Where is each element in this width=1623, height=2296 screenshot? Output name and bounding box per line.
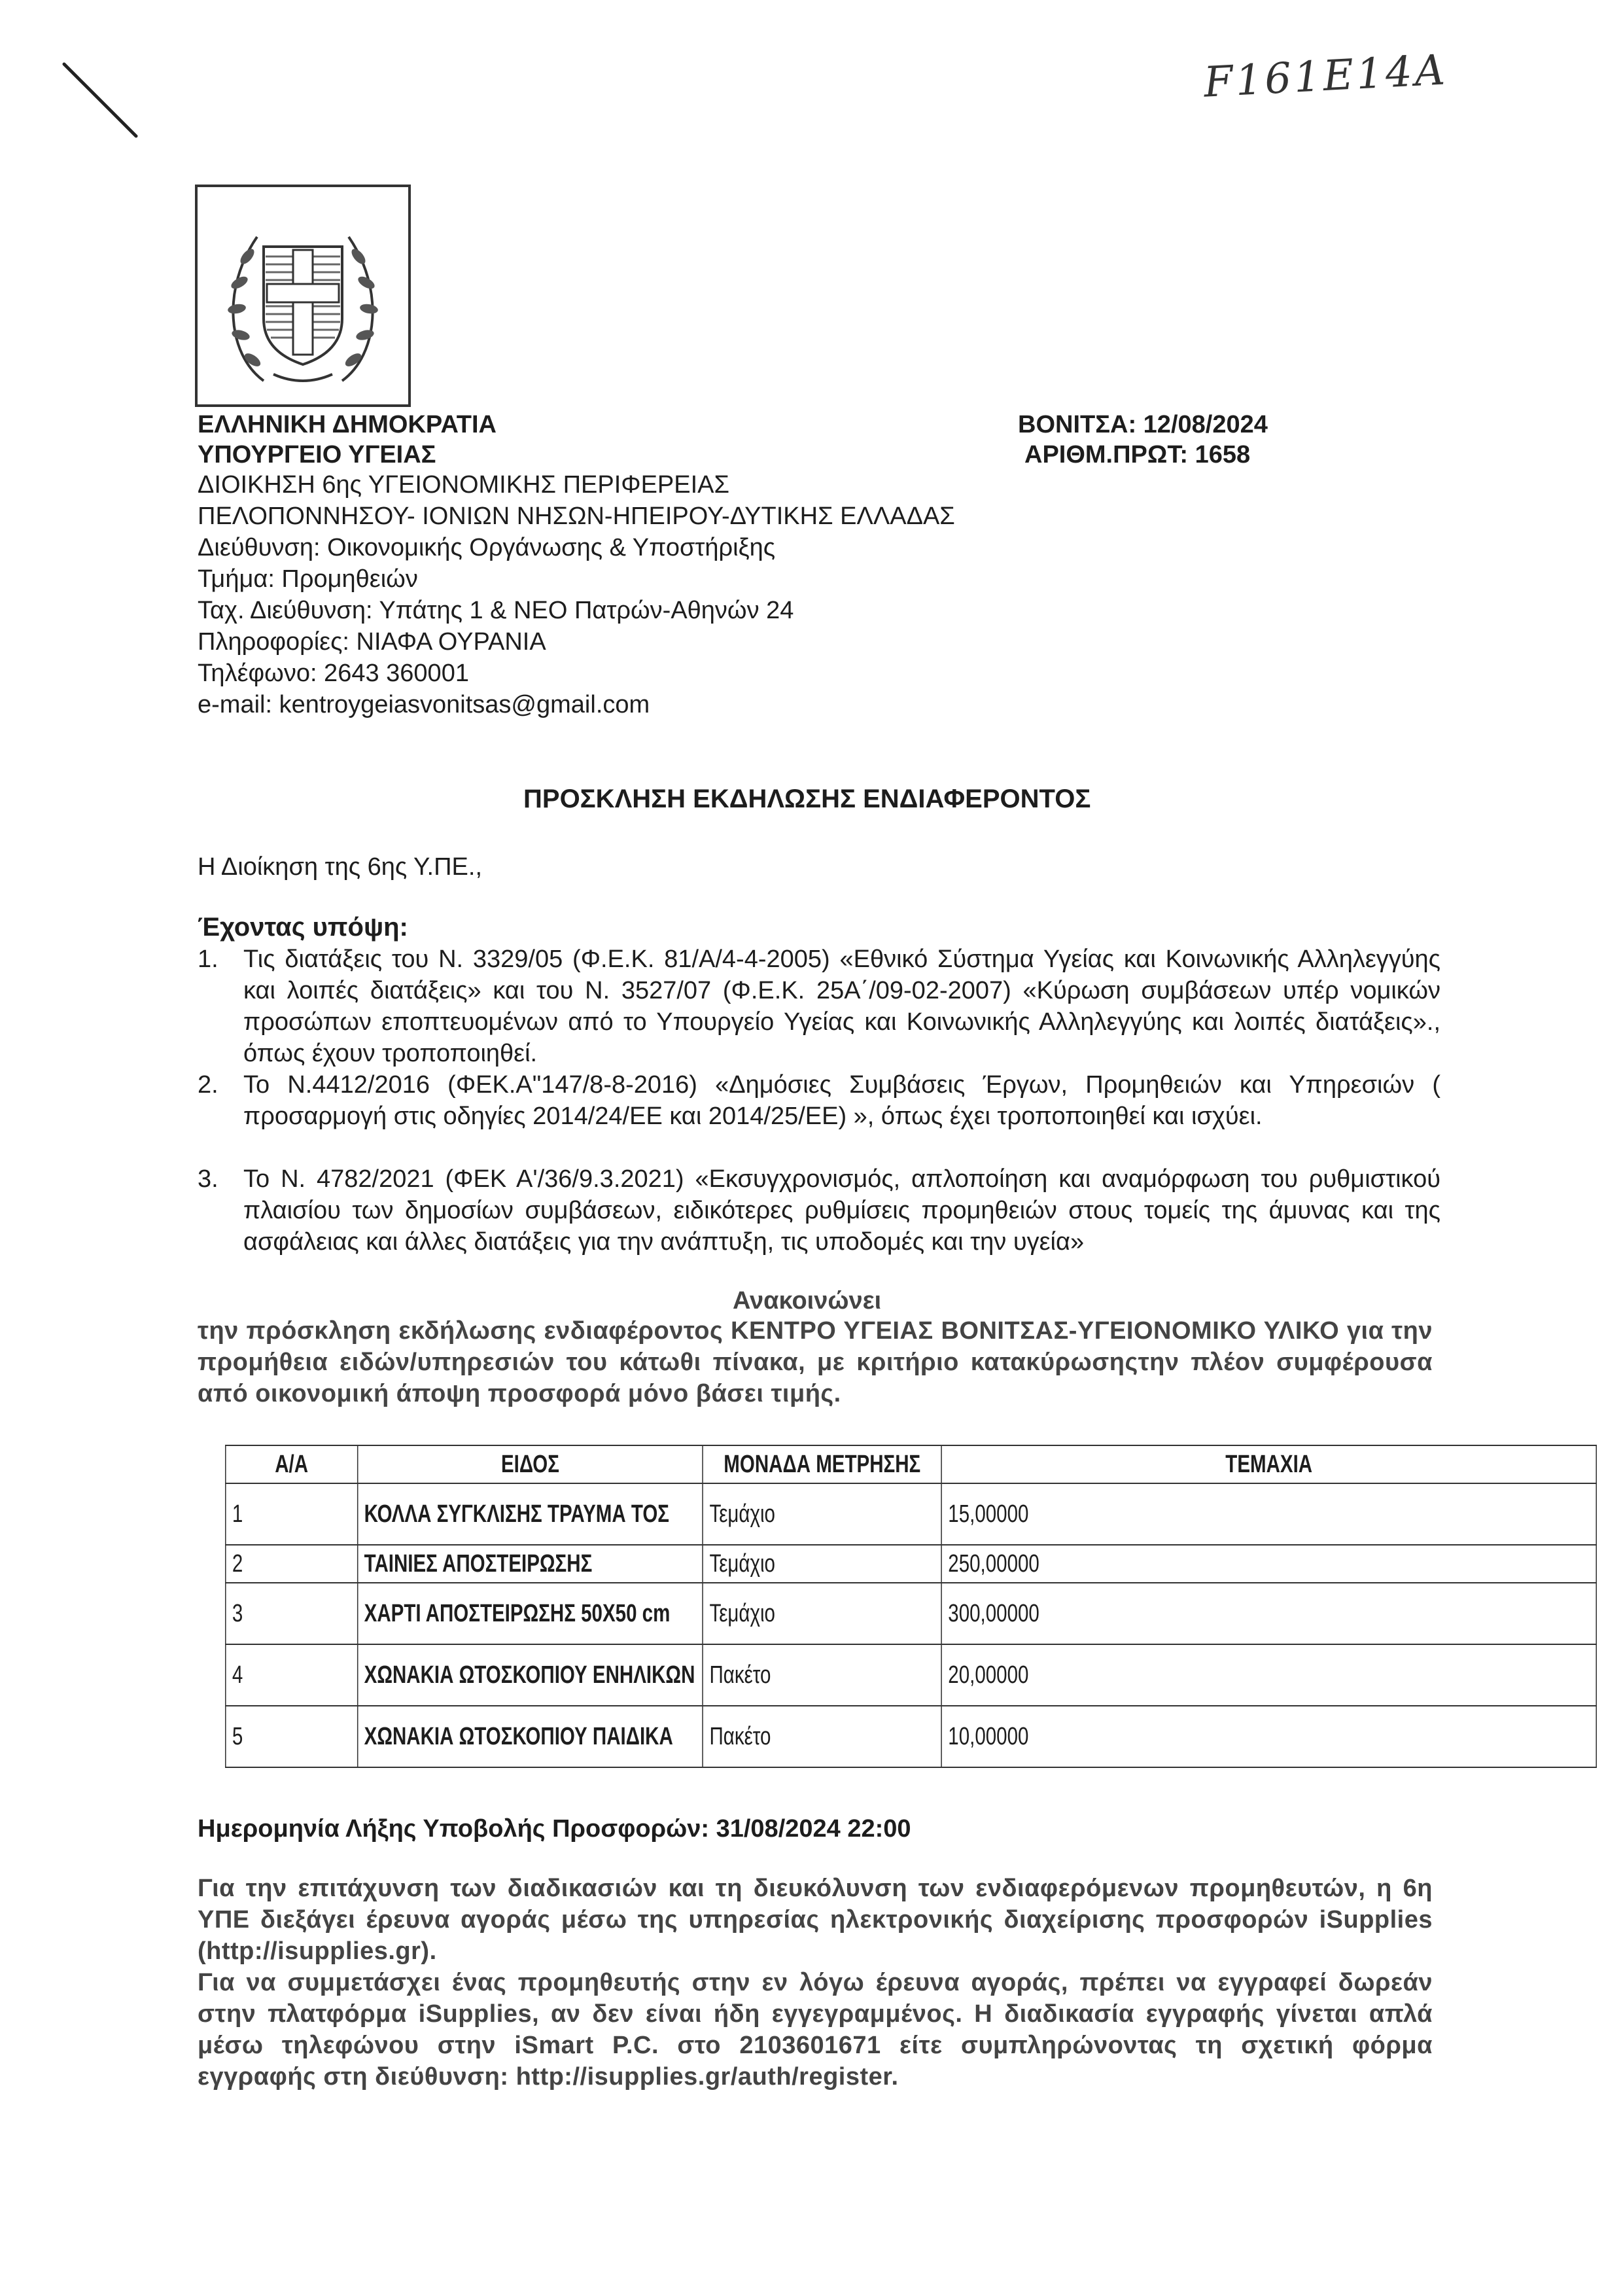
considering-heading: Έχοντας υπόψη: [198, 913, 408, 942]
table-row [226, 1706, 1596, 1767]
column-header: Α/Α [226, 1445, 358, 1483]
column-header: ΜΟΝΑΔΑ ΜΕΤΡΗΣΗΣ [703, 1445, 941, 1483]
item-name: ΧΩΝΑΚΙΑ ΩΤΟΣΚΟΠΙΟΥ ΕΝΗΛΙΚΩΝ [358, 1644, 703, 1706]
quantity-cell: 250,00000 [941, 1545, 1596, 1583]
department: Τμήμα: Προμηθειών [198, 565, 418, 593]
directorate: Διεύθυνση: Οικονομικής Οργάνωσης & Υποστήριξης [198, 534, 776, 561]
list-text: Τις διατάξεις του Ν. 3329/05 (Φ.Ε.Κ. 81/Α/4-4-2005) «Εθνικό Σύστημα Υγείας και Κοινωνικής Αλληλεγγύης και λοιπές διατάξεις» και του Ν. 3527/07 (Φ.Ε.Κ. 25Α΄/09-02-2007) «Κύρωση συμβάσεων υπέρ νομικών προσώπων εποπτευομένων από το Υπουργείο Υγείας και Κοινωνικής Αλληλεγγύης και λοιπές διατάξεις»., όπως έχουν τροποποιηθεί. [243, 945, 1440, 1067]
list-number: 1. [198, 945, 218, 973]
row-number: 3 [226, 1583, 358, 1644]
quantity-cell: 20,00000 [941, 1644, 1596, 1706]
contact-person: Πληροφορίες: ΝΙΑΦΑ ΟΥΡΑΝΙΑ [198, 628, 546, 656]
quantity-cell: 15,00000 [941, 1483, 1596, 1545]
item-name: ΧΑΡΤΙ ΑΠΟΣΤΕΙΡΩΣΗΣ 50Χ50 cm [358, 1583, 703, 1644]
column-header: ΤΕΜΑΧΙΑ [941, 1445, 1596, 1483]
registration-paragraph: Για να συμμετάσχει ένας προμηθευτής στην εν λόγω έρευνα αγοράς, πρέπει να εγγραφεί δωρεάν στην πλατφόρμα iSupplies, αν δεν είναι ήδη εγγεγραμμένος. Η διαδικασία εγγραφής γίνεται απλά μέσω τηλεφώνου στην iSmart P.C. στο 2103601671 είτε συμπληρώνοντας τη σχετική φόρμα εγγραφής στη διεύθυνση: http://isupplies.gr/auth/register. [198, 1969, 1433, 2091]
table-row [226, 1583, 1596, 1644]
quantity-cell: 300,00000 [941, 1583, 1596, 1644]
country-heading: ΕΛΛΗΝΙΚΗ ΔΗΜΟΚΡΑΤΙΑ [198, 411, 497, 438]
email-address: e-mail: kentroygeiasvonitsas@gmail.com [198, 691, 650, 718]
list-item [198, 1163, 1440, 1262]
unit-cell: Πακέτο [703, 1644, 941, 1706]
item-name: ΧΩΝΑΚΙΑ ΩΤΟΣΚΟΠΙΟΥ ΠΑΙΔΙΚΑ [358, 1706, 703, 1767]
list-text: Το Ν.4412/2016 (ΦΕΚ.Α"147/8-8-2016) «Δημόσιες Συμβάσεις Έργων, Προμηθειών και Υπηρεσιών ( προσαρμογή στις οδηγίες 2014/24/ΕΕ και 2014/25/ΕΕ) », όπως έχει τροποποιηθεί και ισχύει. [243, 1071, 1440, 1130]
item-name: ΤΑΙΝΙΕΣ ΑΠΟΣΤΕΙΡΩΣΗΣ [358, 1545, 703, 1583]
list-text: Το Ν. 4782/2021 (ΦΕΚ Α'/36/9.3.2021) «Εκσυγχρονισμός, απλοποίηση και αναμόρφωση του ρυθμιστικού πλαισίου των δημοσίων συμβάσεων, ειδικότερες ρυθμίσεις προμηθειών στους τομείς της άμυνας και της ασφάλειας και άλλες διατάξεις για την ανάπτυξη, τις υποδομές και την υγεία» [243, 1165, 1440, 1256]
table-row [226, 1644, 1596, 1706]
handwritten-note: F161E14A [1202, 46, 1449, 107]
announces-heading: Ανακοινώνει [733, 1287, 882, 1315]
protocol-number: ΑΡΙΘΜ.ΠΡΩΤ: 1658 [1024, 441, 1251, 468]
place-date: ΒΟΝΙΤΣΑ: 12/08/2024 [1018, 411, 1268, 438]
scan-mark [59, 59, 144, 144]
phone-number: Τηλέφωνο: 2643 360001 [198, 660, 469, 687]
unit-cell: Τεμάχιο [703, 1483, 941, 1545]
unit-cell: Τεμάχιο [703, 1545, 941, 1583]
items-table [225, 1445, 1597, 1768]
row-number: 1 [226, 1483, 358, 1545]
table-row [226, 1483, 1596, 1545]
unit-cell: Πακέτο [703, 1706, 941, 1767]
admin-line-1: ΔΙΟΙΚΗΣΗ 6ης ΥΓΕΙΟΝΟΜΙΚΗΣ ΠΕΡΙΦΕΡΕΙΑΣ [198, 471, 730, 499]
issuing-authority: Η Διοίκηση της 6ης Υ.ΠΕ., [198, 853, 482, 881]
isupplies-paragraph: Για την επιτάχυνση των διαδικασιών και τη διευκόλυνση των ενδιαφερόμενων προμηθευτών, η 6η ΥΠΕ διεξάγει έρευνα αγοράς μέσω της υπηρεσίας ηλεκτρονικής διαχείρισης προσφορών iSupplies (http://isupplies.gr). [198, 1875, 1433, 1965]
unit-cell: Τεμάχιο [703, 1583, 941, 1644]
ministry-heading: ΥΠΟΥΡΓΕΙΟ ΥΓΕΙΑΣ [198, 441, 436, 468]
list-item [198, 1069, 1440, 1161]
coat-of-arms-emblem [195, 185, 411, 407]
admin-line-2: ΠΕΛΟΠΟΝΝΗΣΟΥ- ΙΟΝΙΩΝ ΝΗΣΩΝ-ΗΠΕΙΡΟΥ-ΔΥΤΙΚΗΣ ΕΛΛΑΔΑΣ [198, 503, 955, 530]
table-header-row [226, 1445, 1596, 1483]
quantity-cell: 10,00000 [941, 1706, 1596, 1767]
postal-address: Ταχ. Διεύθυνση: Υπάτης 1 & ΝΕΟ Πατρών-Αθηνών 24 [198, 597, 794, 624]
row-number: 4 [226, 1644, 358, 1706]
table-row [226, 1545, 1596, 1583]
item-name: ΚΟΛΛΑ ΣΥΓΚΛΙΣΗΣ ΤΡΑΥΜΑ ΤΟΣ [358, 1483, 703, 1545]
list-number: 3. [198, 1165, 218, 1193]
row-number: 2 [226, 1545, 358, 1583]
document-title: ΠΡΟΣΚΛΗΣΗ ΕΚΔΗΛΩΣΗΣ ΕΝΔΙΑΦΕΡΟΝΤΟΣ [523, 785, 1091, 813]
list-item [198, 944, 1440, 1068]
row-number: 5 [226, 1706, 358, 1767]
column-header: ΕΙΔΟΣ [358, 1445, 703, 1483]
announcement-text: την πρόσκληση εκδήλωσης ενδιαφέροντος ΚΕΝΤΡΟ ΥΓΕΙΑΣ ΒΟΝΙΤΣΑΣ-ΥΓΕΙΟΝΟΜΙΚΟ ΥΛΙΚΟ για την προμήθεια ειδών/υπηρεσιών του κάτωθι πίνακα, με κριτήριο κατακύρωσηςτην πλέον συμφέρουσα από οικονομική άποψη προσφορά μόνο βάσει τιμής. [198, 1317, 1433, 1407]
list-number: 2. [198, 1071, 218, 1099]
submission-deadline: Ημερομηνία Λήξης Υποβολής Προσφορών: 31/08/2024 22:00 [198, 1815, 911, 1843]
